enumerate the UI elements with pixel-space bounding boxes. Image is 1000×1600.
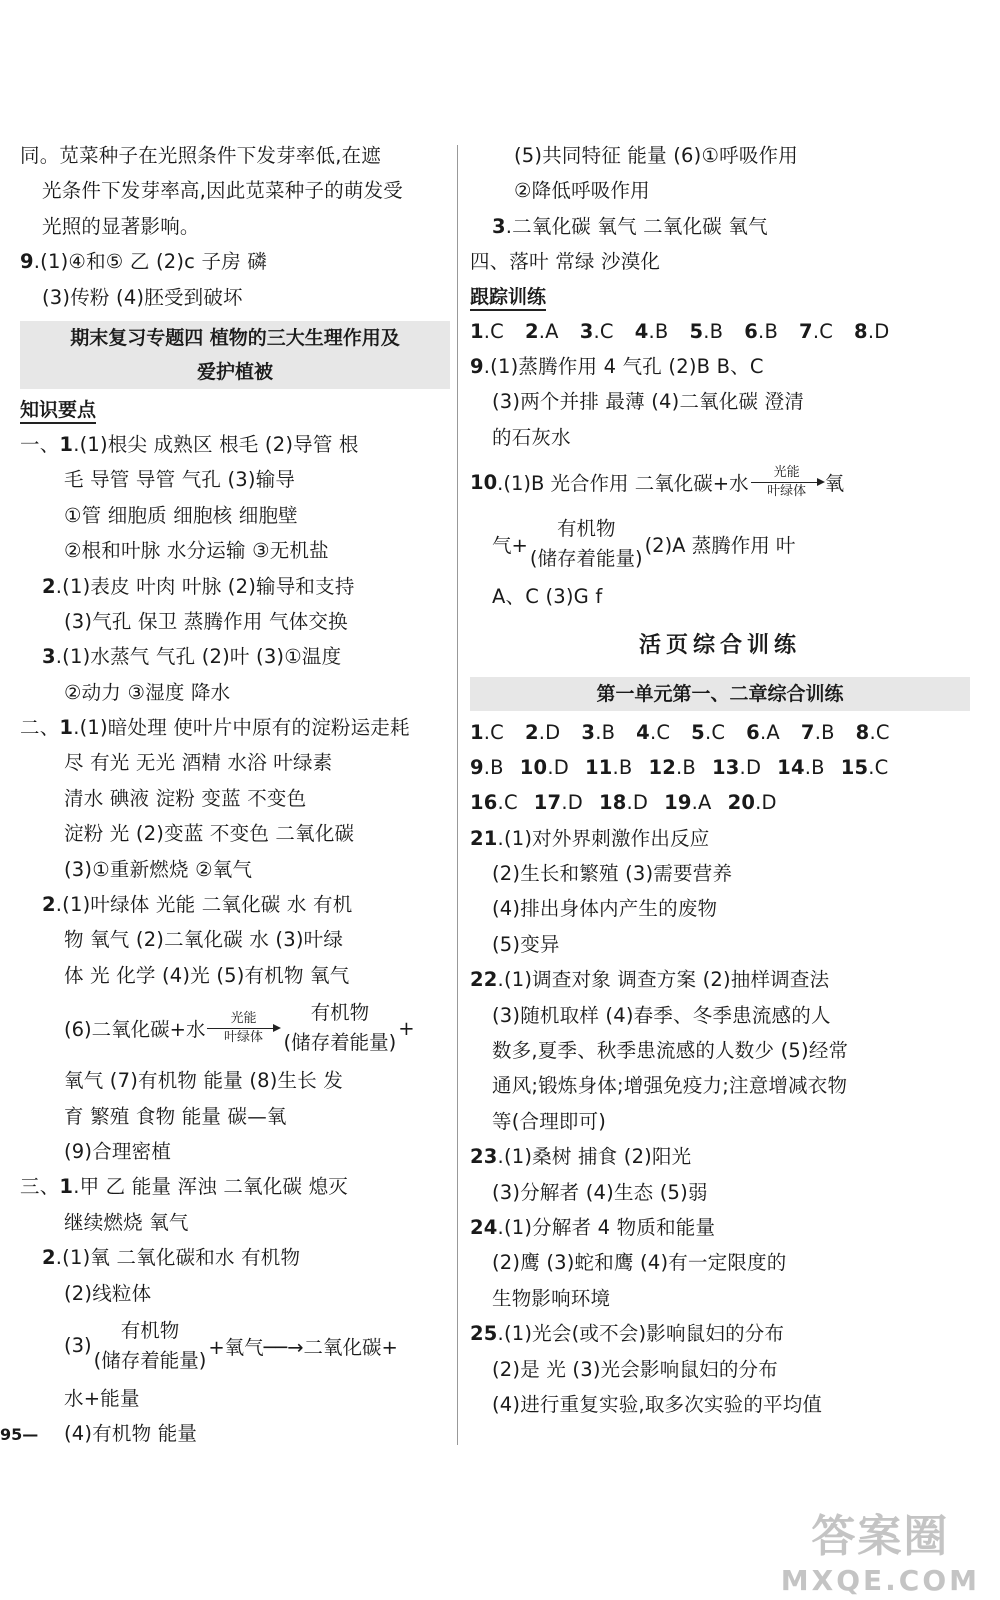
mc-answer <box>470 721 504 744</box>
mc-number: 7 <box>799 319 813 343</box>
mc-choice: .C <box>869 720 890 744</box>
text-line: (3)分解者 (4)生态 (5)弱 <box>492 1180 708 1204</box>
mc-answer <box>581 721 615 744</box>
text-line: 物 氧气 (2)二氧化碳 水 (3)叶绿 <box>64 928 344 952</box>
mc-number: 18 <box>598 791 627 815</box>
tracking-mc-answers <box>470 314 970 349</box>
answer-22: 22.(1)调查对象 调查方案 (2)抽样调查法 <box>470 968 830 992</box>
mc-choice: .B <box>676 755 696 779</box>
mc-choice: .C <box>868 755 889 779</box>
mc-number: 5 <box>691 720 705 744</box>
mc-answers-row <box>470 785 970 820</box>
mc-number: 8 <box>855 720 870 744</box>
mc-number: 13 <box>712 755 740 779</box>
text-line: (2)鹰 (3)蛇和鹰 (4)有一定限度的 <box>492 1251 787 1275</box>
mc-number: 8 <box>854 319 868 343</box>
mc-number: 1 <box>470 720 484 744</box>
section-title: 期末复习专题四 植物的三大生理作用及 <box>20 321 450 355</box>
text-line: 毛 导管 导管 气孔 (3)输导 <box>64 468 296 492</box>
mc-answer <box>599 791 648 814</box>
photosynthesis-equation: (6)二氧化碳+水 光能 叶绿体 有机物 (储存着能量) + <box>20 993 450 1063</box>
text-line: 体 光 化学 (4)光 (5)有机物 氧气 <box>64 963 350 987</box>
section-title-cont: 爱护植被 <box>20 355 450 389</box>
text-line: 的石灰水 <box>492 425 571 449</box>
mc-choice: .A <box>691 791 712 815</box>
mc-number: 4 <box>634 319 649 343</box>
mc-answer <box>520 756 569 779</box>
mc-number: 6 <box>744 319 759 343</box>
mc-number: 6 <box>746 720 760 744</box>
mc-choice: .B <box>648 319 669 343</box>
mc-answer <box>664 791 712 814</box>
mc-answer <box>801 721 835 744</box>
text-line: 同。苋菜种子在光照条件下发芽率低,在遮 <box>20 144 381 167</box>
mc-number: 7 <box>800 720 815 744</box>
answer-10-cont: 气+ 有机物 (储存着能量) (2)A 蒸腾作用 叶 <box>470 509 970 579</box>
mc-answer <box>799 320 833 343</box>
answer-10-equation: 10 .(1)B 光合作用 二氧化碳+水 光能 叶绿体 氧 <box>470 464 845 499</box>
section-four: 四、落叶 常绿 沙漠化 <box>470 250 661 274</box>
mc-answer <box>691 721 725 744</box>
text-line: 通风;锻炼身体;增强免疫力;注意增减衣物 <box>492 1074 848 1098</box>
text-line: (3)随机取样 (4)春季、冬季患流感的人 <box>492 1003 831 1027</box>
mc-answer <box>470 791 518 814</box>
mc-number: 19 <box>664 791 692 815</box>
mc-answer <box>470 756 504 779</box>
text-line: ②降低呼吸作用 <box>514 179 650 203</box>
reactant-term: 有机物 (储存着能量) <box>93 1318 207 1372</box>
mc-number: 2 <box>525 720 539 744</box>
text-line: ②根和叶脉 水分运输 ③无机盐 <box>64 539 329 563</box>
mc-choice: .B <box>612 755 633 779</box>
text-line: (9)合理密植 <box>64 1139 172 1163</box>
mc-answer <box>746 721 780 744</box>
mc-number: 9 <box>470 755 484 779</box>
mc-answer <box>648 756 696 779</box>
mc-choice: .C <box>812 319 834 343</box>
subheading-tracking: 跟踪训练 <box>470 280 970 314</box>
text-line: 水+能量 <box>64 1386 140 1410</box>
mc-choice: .D <box>739 755 762 779</box>
mc-choice: .D <box>867 319 890 343</box>
text-line: (3)传粉 (4)胚受到破坏 <box>42 285 243 309</box>
product-term: 有机物 (储存着能量) <box>529 517 643 571</box>
text-line: ①管 细胞质 细胞核 细胞壁 <box>64 503 298 527</box>
mc-answer <box>777 756 825 779</box>
mc-number: 15 <box>840 755 869 779</box>
product-term: 有机物 (储存着能量) <box>283 1001 397 1055</box>
mc-choice: .D <box>547 755 569 779</box>
answer-9: 9.(1)④和⑤ 乙 (2)c 子房 磷 <box>20 250 268 274</box>
text-line: (5)共同特征 能量 (6)①呼吸作用 <box>514 144 798 167</box>
mc-number: 3 <box>579 319 594 343</box>
mc-number: 10 <box>519 755 548 779</box>
text-line: 光照的显著影响。 <box>42 214 200 238</box>
mc-answer <box>854 320 889 343</box>
mc-choice: .B <box>804 755 825 779</box>
mc-answer <box>580 320 614 343</box>
mc-answer <box>744 320 778 343</box>
text-line: ②动力 ③湿度 降水 <box>64 680 231 704</box>
mc-number: 11 <box>584 755 613 779</box>
mc-choice: .C <box>593 319 614 343</box>
mc-answer <box>841 756 889 779</box>
mc-choice: .B <box>483 755 504 779</box>
text-line: (3)①重新燃烧 ②氧气 <box>64 857 253 881</box>
mc-choice: .B <box>814 720 835 744</box>
text-line: (2)线粒体 <box>64 1281 152 1305</box>
mc-answer <box>525 320 559 343</box>
text-line: 数多,夏季、秋季患流感的人数少 (5)经常 <box>492 1039 849 1063</box>
mc-answer <box>534 791 583 814</box>
reaction-arrow: 光能 叶绿体 <box>751 466 823 499</box>
page-number: 95— <box>0 1425 39 1444</box>
mc-answer <box>712 756 761 779</box>
text-line: (3)两个并排 最薄 (4)二氧化碳 澄清 <box>492 390 805 414</box>
mc-choice: .B <box>703 319 724 343</box>
s1-answer-1: 一、1.(1)根尖 成熟区 根毛 (2)导管 根 <box>20 432 359 456</box>
text-line: (2)是 光 (3)光会影响鼠妇的分布 <box>492 1357 778 1381</box>
s3-answer-1: 三、1.甲 乙 能量 浑浊 二氧化碳 熄灭 <box>20 1175 348 1199</box>
mc-answer <box>636 721 670 744</box>
mc-choice: .C <box>649 720 671 744</box>
text-line: 光条件下发芽率高,因此苋菜种子的萌发受 <box>42 179 403 203</box>
answer-24: 24.(1)分解者 4 物质和能量 <box>470 1215 716 1239</box>
mc-answer <box>690 320 724 343</box>
text-line: A、C (3)G f <box>492 585 603 609</box>
answer-3: 3.二氧化碳 氧气 二氧化碳 氧气 <box>492 214 768 238</box>
mc-number: 3 <box>581 720 596 744</box>
column-divider <box>457 145 458 1445</box>
text-line: (5)变异 <box>492 932 560 956</box>
answer-23: 23.(1)桑树 捕食 (2)阳光 <box>470 1145 692 1169</box>
text-line: 淀粉 光 (2)变蓝 不变色 二氧化碳 <box>64 822 355 846</box>
s2-answer-2: 2.(1)叶绿体 光能 二氧化碳 水 有机 <box>42 893 353 917</box>
mc-choice: .D <box>755 791 777 815</box>
mc-choice: .C <box>704 720 726 744</box>
mc-number: 20 <box>727 791 756 815</box>
mc-choice: .D <box>626 791 649 815</box>
mc-number: 2 <box>525 319 539 343</box>
mc-choice: .A <box>759 720 780 744</box>
mc-number: 4 <box>636 720 650 744</box>
text-line: (3)气孔 保卫 蒸腾作用 气体交换 <box>64 609 348 633</box>
unit-title: 第一单元第一、二章综合训练 <box>470 677 970 711</box>
mc-choice: .C <box>483 720 504 744</box>
mc-choice: .D <box>561 791 583 815</box>
answer-25: 25.(1)光会(或不会)影响鼠妇的分布 <box>470 1322 785 1346</box>
right-column <box>470 138 970 1422</box>
mc-answer <box>856 721 890 744</box>
mc-choice: .B <box>758 319 779 343</box>
mc-answer <box>635 320 669 343</box>
mc-answers-row <box>470 750 970 785</box>
text-line: 继续燃烧 氧气 <box>64 1210 189 1234</box>
mc-choice: .A <box>538 319 559 343</box>
site-watermark: 答案圈 MXQE.COM <box>780 1511 980 1597</box>
answer-21: 21.(1)对外界刺激作出反应 <box>470 826 710 850</box>
mc-answer <box>525 721 560 744</box>
text-line: (2)生长和繁殖 (3)需要营养 <box>492 862 733 886</box>
answer-9: 9.(1)蒸腾作用 4 气孔 (2)B B、C <box>470 354 764 378</box>
text-line: (4)有机物 能量 <box>64 1422 198 1446</box>
mc-answer <box>585 756 633 779</box>
mc-answer <box>728 791 777 814</box>
workbook-title: 活页综合训练 <box>638 632 801 658</box>
text-line: 生物影响环境 <box>492 1286 611 1310</box>
text-line: 氧气 (7)有机物 能量 (8)生长 发 <box>64 1069 344 1093</box>
s2-answer-1: 二、1.(1)暗处理 使叶片中原有的淀粉运走耗 <box>20 716 410 740</box>
mc-number: 1 <box>470 319 484 343</box>
text-line: 清水 碘液 淀粉 变蓝 不变色 <box>64 786 307 810</box>
mc-number: 5 <box>689 319 704 343</box>
mc-choice: .C <box>497 791 518 815</box>
left-column <box>20 138 450 1452</box>
text-line: 尽 有光 无光 酒精 水浴 叶绿素 <box>64 751 333 775</box>
s1-answer-3: 3.(1)水蒸气 气孔 (2)叶 (3)①温度 <box>42 645 342 669</box>
mc-answer <box>470 320 504 343</box>
reaction-arrow: 光能 叶绿体 <box>207 1012 279 1045</box>
mc-answers-row <box>470 715 970 750</box>
s1-answer-2: 2.(1)表皮 叶肉 叶脉 (2)输导和支持 <box>42 574 355 598</box>
mc-choice: .D <box>538 720 561 744</box>
mc-number: 16 <box>470 791 498 815</box>
subheading-knowledge: 知识要点 <box>20 393 450 427</box>
mc-choice: .C <box>483 319 504 343</box>
text-line: 等(合理即可) <box>492 1109 607 1133</box>
text-line: (4)进行重复实验,取多次实验的平均值 <box>492 1392 823 1416</box>
respiration-equation: (3) 有机物 (储存着能量) +氧气──→二氧化碳+ <box>20 1311 450 1381</box>
mc-number: 17 <box>533 791 562 815</box>
mc-number: 14 <box>777 755 805 779</box>
mc-number: 12 <box>648 755 677 779</box>
s3-answer-2: 2.(1)氧 二氧化碳和水 有机物 <box>42 1246 301 1270</box>
mc-choice: .B <box>595 720 616 744</box>
text-line: 育 繁殖 食物 能量 碳—氧 <box>64 1104 287 1128</box>
text-line: (4)排出身体内产生的废物 <box>492 897 718 921</box>
